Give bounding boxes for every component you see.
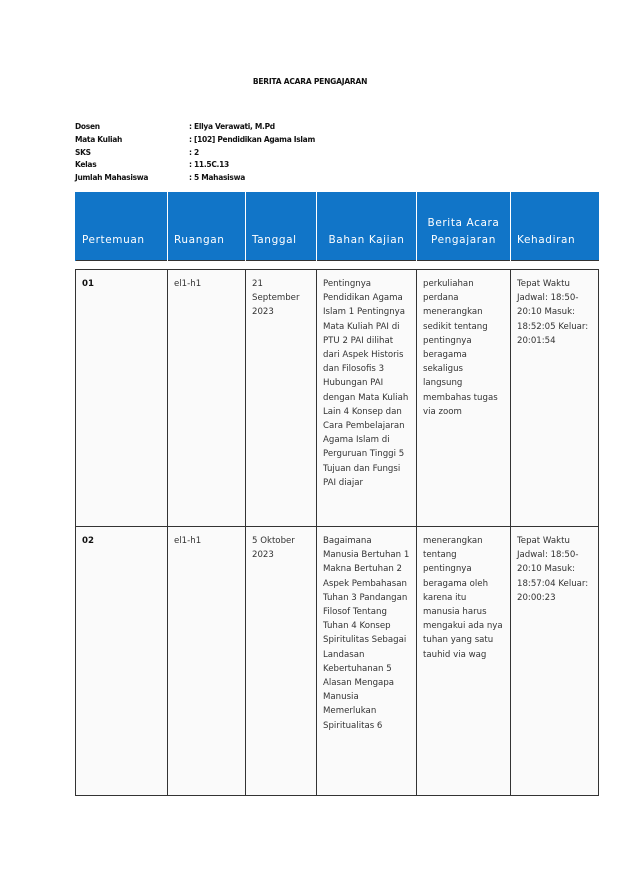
meta-kelas bbox=[75, 159, 315, 172]
cell-tanggal: 21 September 2023 bbox=[246, 270, 317, 527]
cell-kehadiran: Tepat Waktu Jadwal: 18:50-20:10 Masuk: 18:52:05 Keluar: 20:01:54 bbox=[511, 270, 599, 527]
header-tanggal: Tanggal bbox=[246, 192, 317, 261]
meta-key: Kelas bbox=[75, 160, 97, 170]
meta-value: : [102] Pendidikan Agama Islam bbox=[189, 134, 315, 147]
cell-ruangan: el1-h1 bbox=[168, 527, 246, 796]
table-header-row bbox=[76, 192, 599, 261]
meta-value: : 11.5C.13 bbox=[189, 159, 229, 172]
teaching-record-table bbox=[75, 192, 599, 796]
table-row bbox=[76, 527, 599, 796]
meta-mata-kuliah bbox=[75, 134, 315, 147]
table-row bbox=[76, 270, 599, 527]
document-meta bbox=[75, 121, 315, 185]
meta-sks bbox=[75, 147, 315, 160]
meta-key: Dosen bbox=[75, 122, 100, 131]
meta-jumlah-mahasiswa bbox=[75, 172, 315, 185]
cell-kehadiran: Tepat Waktu Jadwal: 18:50-20:10 Masuk: 18:57:04 Keluar: 20:00:23 bbox=[511, 527, 599, 796]
meta-value: : Ellya Verawati, M.Pd bbox=[189, 121, 275, 134]
cell-pertemuan: 02 bbox=[76, 527, 168, 796]
meta-key: SKS bbox=[75, 147, 91, 157]
header-pertemuan: Pertemuan bbox=[76, 192, 168, 261]
meta-key: Jumlah Mahasiswa bbox=[75, 173, 149, 183]
header-ruangan: Ruangan bbox=[168, 192, 246, 261]
cell-tanggal: 5 Oktober 2023 bbox=[246, 527, 317, 796]
header-kehadiran: Kehadiran bbox=[511, 192, 599, 261]
meta-dosen bbox=[75, 121, 315, 134]
cell-bahan-kajian: Pentingnya Pendidikan Agama Islam 1 Pentingnya Mata Kuliah PAI di PTU 2 PAI dilihat dari Aspek Historis dan Filosofis 3 Hubungan PAI dengan Mata Kuliah Lain 4 Konsep dan Cara Pembelajaran Agama Islam di Perguruan Tinggi 5 Tujuan dan Fungsi PAI diajar bbox=[317, 270, 417, 527]
meta-key: Mata Kuliah bbox=[75, 134, 123, 144]
cell-berita-acara: perkuliahan perdana menerangkan sedikit tentang pentingnya beragama sekaligus langsung membahas tugas via zoom bbox=[417, 270, 511, 527]
cell-ruangan: el1-h1 bbox=[168, 270, 246, 527]
header-bahan-kajian: Bahan Kajian bbox=[317, 192, 417, 261]
meta-value: : 2 bbox=[189, 147, 199, 160]
meta-value: : 5 Mahasiswa bbox=[189, 172, 245, 185]
cell-pertemuan: 01 bbox=[76, 270, 168, 527]
header-berita-acara: Berita Acara Pengajaran bbox=[417, 192, 511, 261]
document-title: BERITA ACARA PENGAJARAN bbox=[252, 77, 368, 86]
cell-berita-acara: menerangkan tentang pentingnya beragama oleh karena itu manusia harus mengakui ada nya tuhan yang satu tauhid via wag bbox=[417, 527, 511, 796]
cell-bahan-kajian: Bagaimana Manusia Bertuhan 1 Makna Bertuhan 2 Aspek Pembahasan Tuhan 3 Pandangan Filosof Tentang Tuhan 4 Konsep Spiritulitas Sebagai Landasan Kebertuhanan 5 Alasan Mengapa Manusia Memerlukan Spiritualitas 6 bbox=[317, 527, 417, 796]
